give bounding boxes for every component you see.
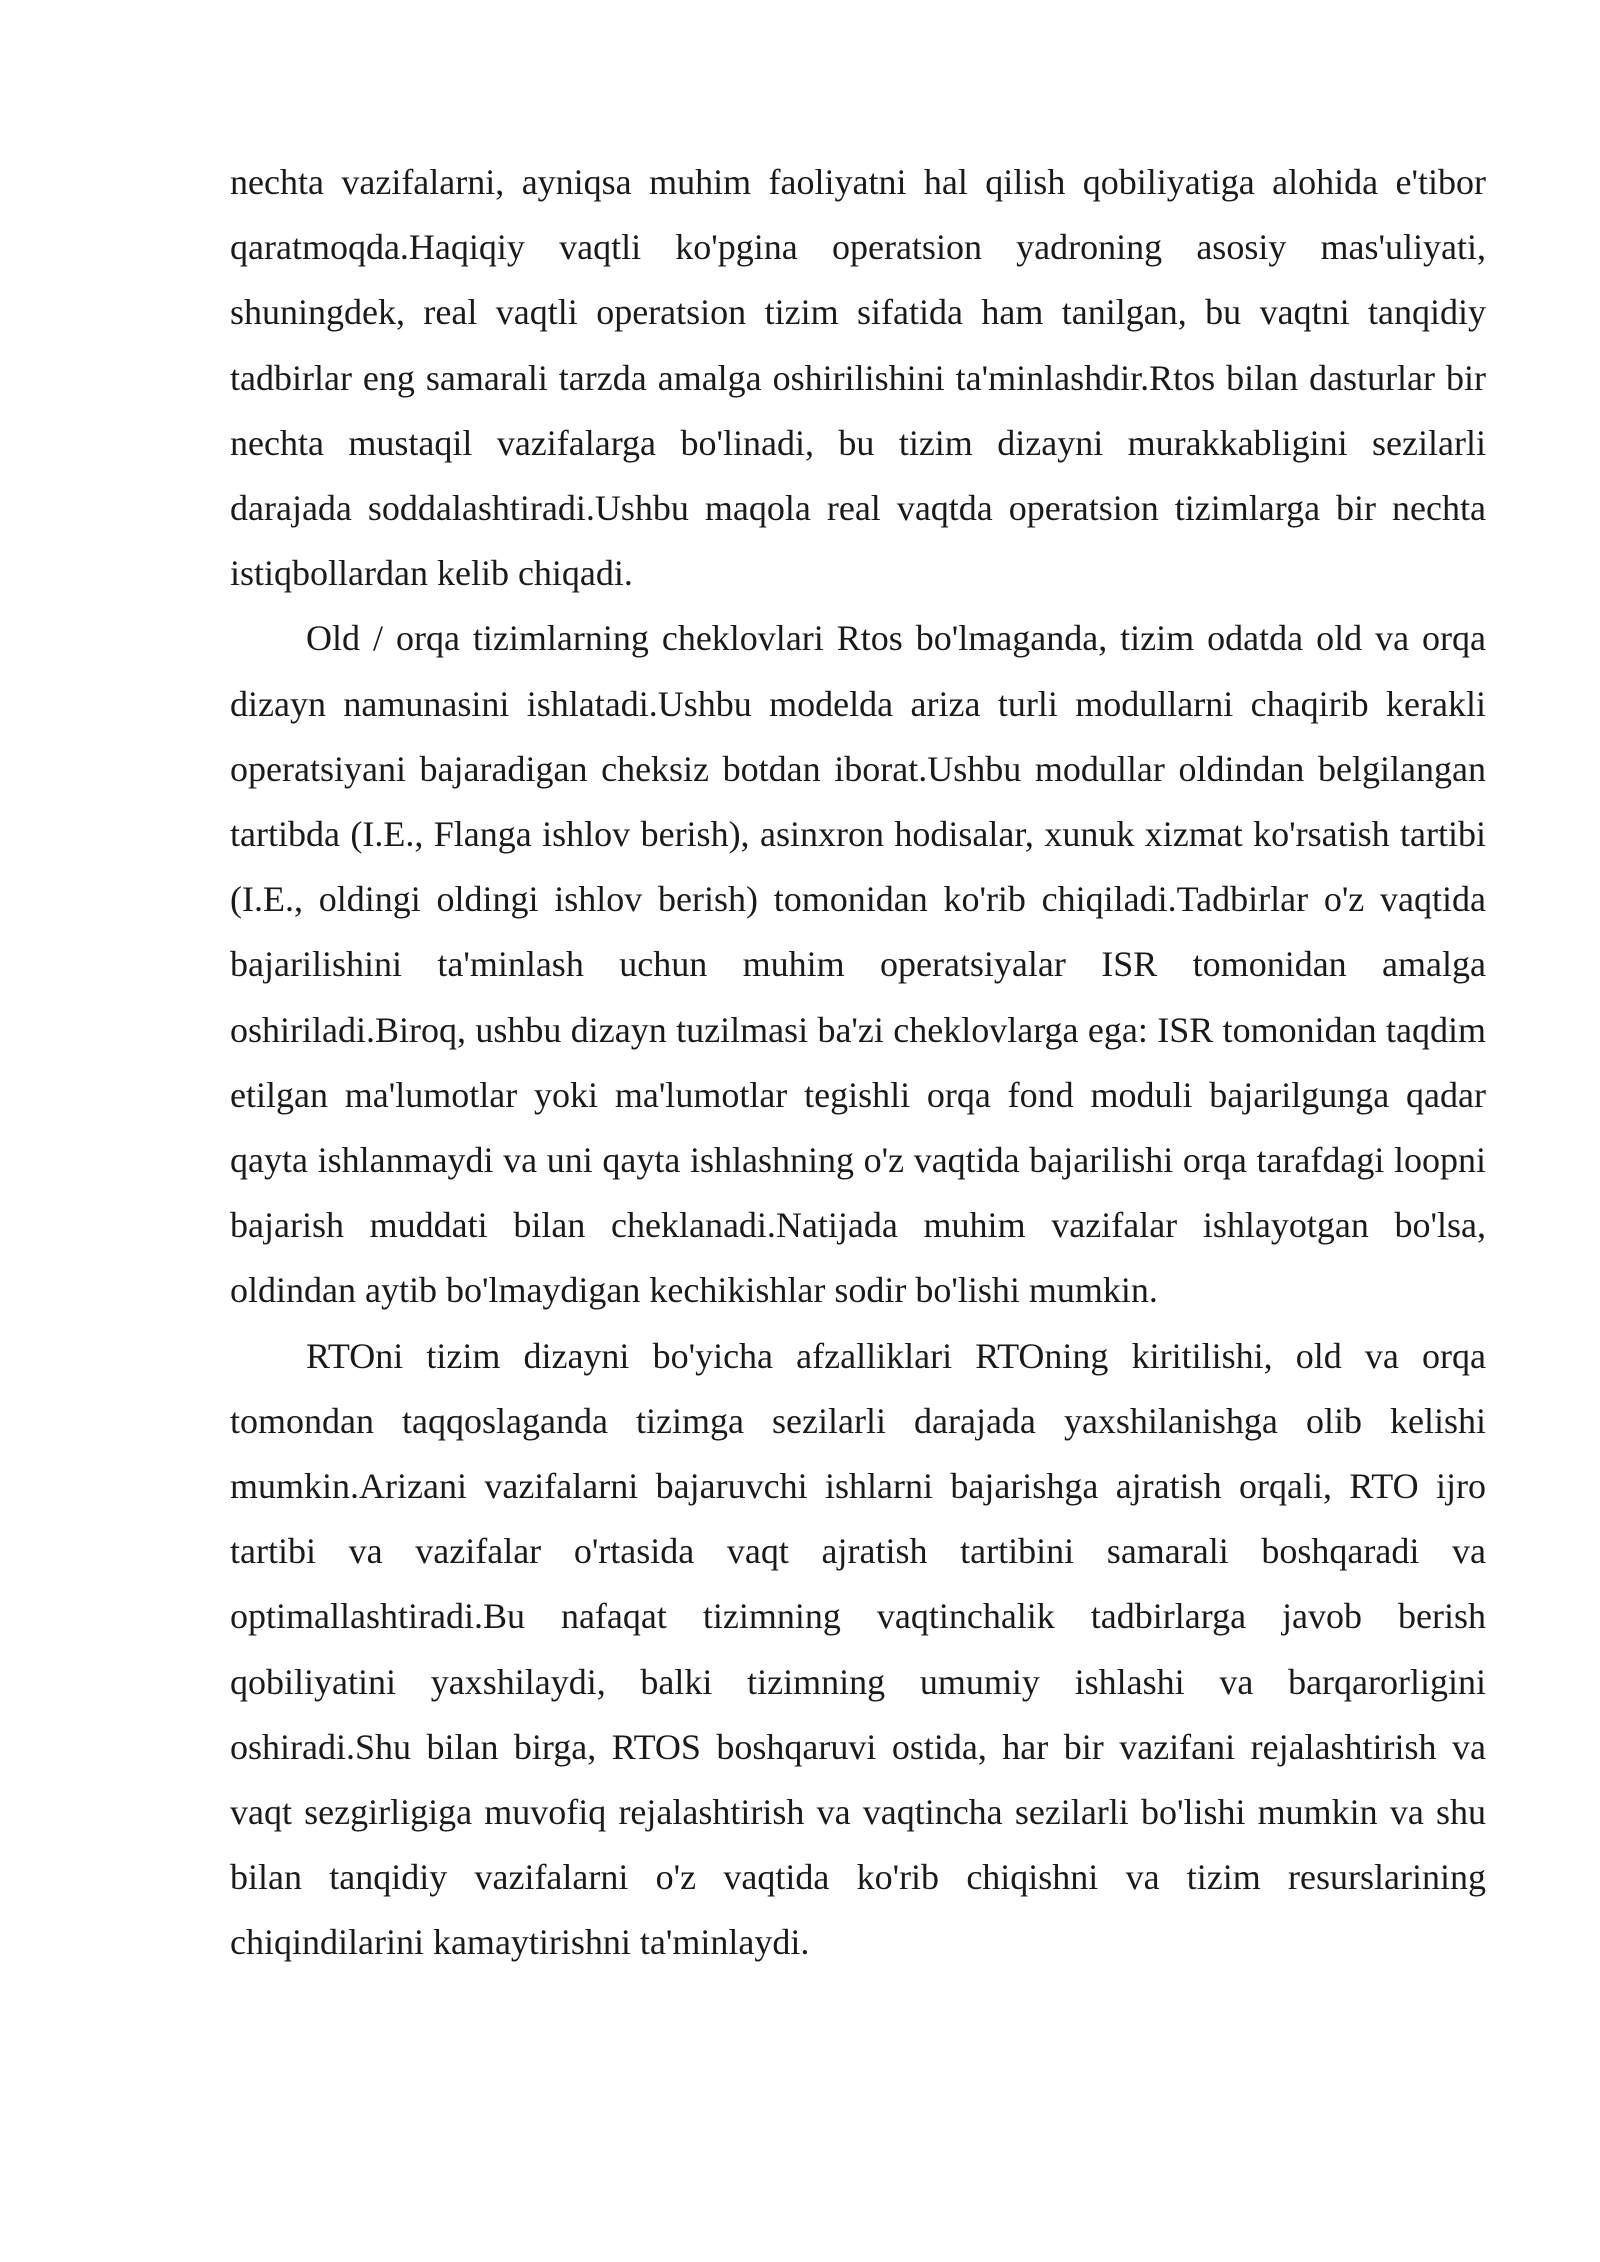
paragraph-rtos-advantages: RTOni tizim dizayni bo'yicha afzalliklari RTOning kiritilishi, old va orqa tomondan taqqoslaganda tizimga sezilarli darajada yaxshilanishga olib kelishi mumkin.Arizani vazifalarni bajaruvchi ishlarni bajarishga ajratish orqali, RTO ijro tartibi va vazifalar o'rtasida vaqt ajratish tartibini samarali boshqaradi va optimallashtiradi.Bu nafaqat tizimning vaqtinchalik tadbirlarga javob berish qobiliyatini yaxshilaydi, balki tizimning umumiy ishlashi va barqarorligini oshiradi.Shu bilan birga, RTOS boshqaruvi ostida, har bir vazifani rejalashtirish va vaqt sezgirligiga muvofiq rejalashtirish va vaqtincha sezilarli bo'lishi mumkin va shu bilan tanqidiy vazifalarni o'z vaqtida ko'rib chiqishni va tizim resurslarining chiqindilarini kamaytirishni ta'minlaydi. (230, 1335, 1486, 1963)
paragraph-continuation: nechta vazifalarni, ayniqsa muhim faoliyatni hal qilish qobiliyatiga alohida e'tibor qaratmoqda.Haqiqiy vaqtli ko'pgina operatsion yadroning asosiy mas'uliyati, shuningdek, real vaqtli operatsion tizim sifatida ham tanilgan, bu vaqtni tanqidiy tadbirlar eng samarali tarzda amalga oshirilishini ta'minlashdir.Rtos bilan dasturlar bir nechta mustaqil vazifalarga bo'linadi, bu tizim dizayni murakkabligini sezilarli darajada soddalashtiradi.Ushbu maqola real vaqtda operatsion tizimlarga bir nechta istiqbollardan kelib chiqadi. (230, 162, 1486, 594)
paragraph-old-back-limitations: Old / orqa tizimlarning cheklovlari Rtos bo'lmaganda, tizim odatda old va orqa dizayn namunasini ishlatadi.Ushbu modelda ariza turli modullarni chaqirib kerakli operatsiyani bajaradigan cheksiz botdan iborat.Ushbu modullar oldindan belgilangan tartibda (I.E., Flanga ishlov berish), asinxron hodisalar, xunuk xizmat ko'rsatish tartibi (I.E., oldingi oldingi ishlov berish) tomonidan ko'rib chiqiladi.Tadbirlar o'z vaqtida bajarilishini ta'minlash uchun muhim operatsiyalar ISR tomonidan amalga oshiriladi.Biroq, ushbu dizayn tuzilmasi ba'zi cheklovlarga ega: ISR tomonidan taqdim etilgan ma'lumotlar yoki ma'lumotlar tegishli orqa fond moduli bajarilgunga qadar qayta ishlanmaydi va uni qayta ishlashning o'z vaqtida bajarilishi orqa tarafdagi loopni bajarish muddati bilan cheklanadi.Natijada muhim vazifalar ishlayotgan bo'lsa, oldindan aytib bo'lmaydigan kechikishlar sodir bo'lishi mumkin. (230, 618, 1486, 1311)
document-body (230, 150, 1486, 1976)
